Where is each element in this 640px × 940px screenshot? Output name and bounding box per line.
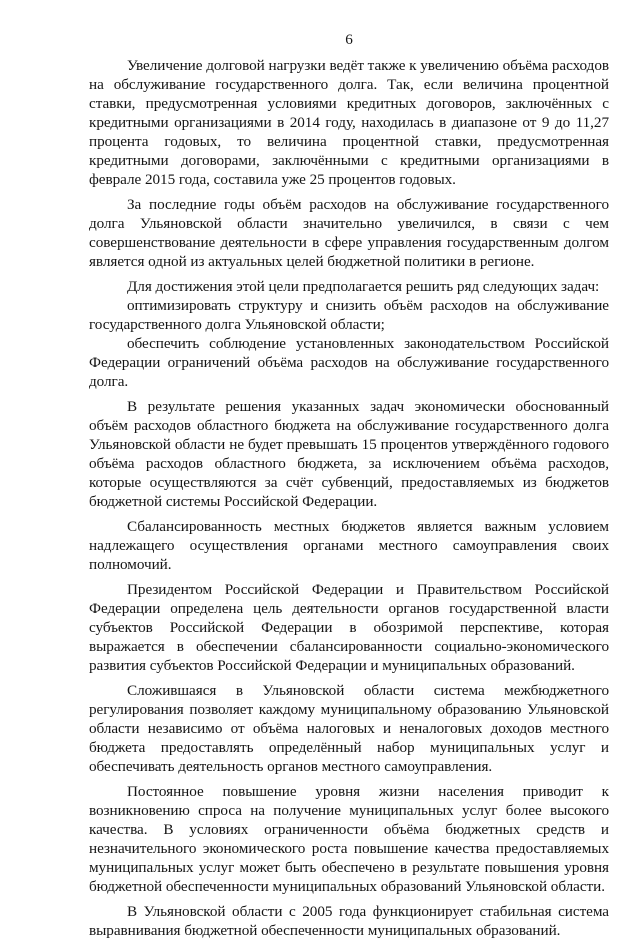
paragraph-debt-load: Увеличение долговой нагрузки ведёт также к увеличению объёма расходов на обслуживание государственного долга. Так, если величина процентной ставки, предусмотренная условиями кредитных договоров, заключённых с кредитными организациями в 2014 году, находилась в диапазоне от 9 до 11,27 процента годовых, то величина процентной ставки, предусмотренная кредитными договорами, заключёнными с кредитными организациями в феврале 2015 года, составила уже 25 процентов годовых.: [89, 57, 609, 188]
page-number: 6: [345, 31, 353, 48]
paragraph-debt-service-growth: За последние годы объём расходов на обслуживание государственного долга Ульяновской области значительно увеличился, в связи с чем совершенствование деятельности в сфере управления государственным долгом является одной из актуальных целей бюджетной политики в регионе.: [89, 196, 609, 270]
paragraph-task-optimize: оптимизировать структуру и снизить объём расходов на обслуживание государственного долга Ульяновской области;: [89, 297, 609, 333]
document-page: [89, 30, 609, 940]
paragraph-equalization-system: В Ульяновской области с 2005 года функционирует стабильная система выравнивания бюджетной обеспеченности муниципальных образований.: [89, 903, 609, 939]
paragraph-task-compliance: обеспечить соблюдение установленных законодательством Российской Федерации ограничений объёма расходов на обслуживание государственного долга.: [89, 335, 609, 390]
paragraph-interbudget-regulation: Сложившаяся в Ульяновской области система межбюджетного регулирования позволяет каждому муниципальному образованию Ульяновской области независимо от объёма налоговых и неналоговых доходов местного бюджета предоставлять определённый набор муниципальных услуг и обеспечивать деятельность органов местного самоуправления.: [89, 682, 609, 775]
paragraph-local-budget-balance: Сбалансированность местных бюджетов является важным условием надлежащего осуществления органами местного самоуправления своих полномочий.: [89, 518, 609, 573]
paragraph-tasks-intro: Для достижения этой цели предполагается решить ряд следующих задач:: [127, 278, 600, 295]
paragraph-federal-goal: Президентом Российской Федерации и Правительством Российской Федерации определена цель деятельности органов государственной власти субъектов Российской Федерации в обозримой перспективе, которая выражается в обеспечении сбалансированности социально-экономического развития субъектов Российской Федерации и муниципальных образований.: [89, 581, 609, 674]
paragraph-expected-result: В результате решения указанных задач экономически обоснованный объём расходов областного бюджета на обслуживание государственного долга Ульяновской области не будет превышать 15 процентов утверждённого годового объёма расходов областного бюджета, за исключением объёма расходов, которые осуществляются за счёт субвенций, предоставляемых из бюджетов бюджетной системы Российской Федерации.: [89, 398, 609, 510]
paragraph-service-quality: Постоянное повышение уровня жизни населения приводит к возникновению спроса на получение муниципальных услуг более высокого качества. В условиях ограниченности объёма бюджетных средств и незначительного экономического роста повышение качества предоставляемых муниципальных услуг может быть обеспечено в результате повышения уровня бюджетной обеспеченности муниципальных образований Ульяновской области.: [89, 783, 609, 895]
